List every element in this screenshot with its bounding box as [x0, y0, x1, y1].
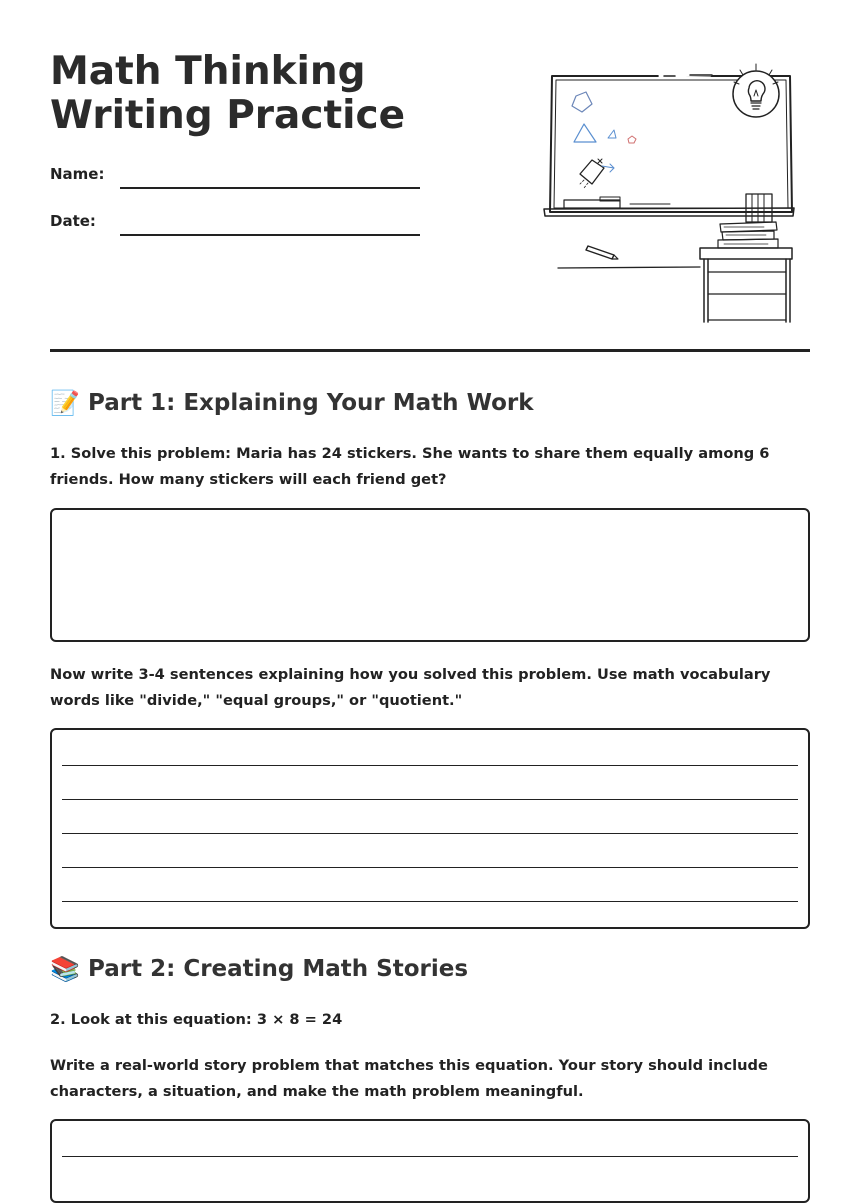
date-field[interactable]	[120, 234, 420, 236]
memo-icon: 📝	[50, 389, 80, 417]
work-space-box[interactable]	[50, 508, 810, 642]
question-1: 1. Solve this problem: Maria has 24 stickers. She wants to share them equally among 6 friends. How many stickers will each friend get?	[50, 445, 770, 488]
pentagon-icon	[572, 92, 592, 112]
name-label: Name:	[50, 165, 105, 183]
writing-line	[62, 901, 798, 902]
small-pentagon-icon	[628, 136, 636, 143]
triangle-icon	[574, 124, 596, 142]
writing-line	[62, 799, 798, 800]
part2-heading	[50, 954, 468, 984]
header-divider	[50, 349, 810, 352]
date-label: Date:	[50, 212, 96, 230]
part1-heading-text: Part 1: Explaining Your Math Work	[88, 390, 534, 416]
books-emoji-icon: 📚	[50, 955, 80, 983]
part1-heading	[50, 388, 534, 418]
writing-line	[62, 833, 798, 834]
name-field[interactable]	[120, 187, 420, 189]
question-2: 2. Look at this equation: 3 × 8 = 24	[50, 1011, 343, 1028]
story-writing-box[interactable]	[50, 1119, 810, 1203]
pencil-icon	[586, 246, 618, 259]
light-bulb-icon	[733, 64, 779, 117]
story-prompt: Write a real-world story problem that matches this equation. Your story should include characters, a situation, and make the math problem meaningful.	[50, 1057, 768, 1100]
writing-line	[62, 867, 798, 868]
classroom-illustration	[540, 62, 800, 327]
desk-icon	[700, 248, 792, 322]
part2-heading-text: Part 2: Creating Math Stories	[88, 956, 469, 982]
explain-prompt: Now write 3-4 sentences explaining how you solved this problem. Use math vocabulary words like "divide," "equal groups," or "quotient."	[50, 666, 771, 709]
writing-line	[62, 1156, 798, 1157]
eraser-icon	[580, 159, 614, 188]
books-icon	[718, 194, 778, 248]
explanation-writing-box[interactable]	[50, 728, 810, 929]
writing-line	[62, 765, 798, 766]
page-title: Math Thinking Writing Practice	[50, 49, 406, 138]
